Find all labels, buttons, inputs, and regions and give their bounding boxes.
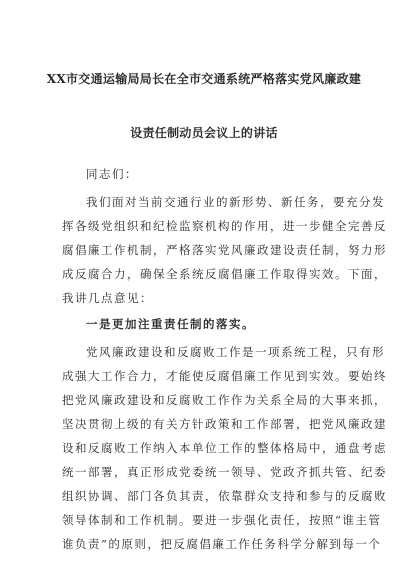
paragraph-2-line: 成强大工作合力，才能使反腐倡廉工作见到实效。要始终 [62,369,387,383]
paragraph-2-line: 设和反腐败工作纳入本单位工作的整体格局中，通盘考虑 [62,441,387,455]
paragraph-1-line: 腐倡廉工作机制，严格落实党风廉政建设责任制，努力形 [62,243,387,257]
paragraph-2-line: 党风廉政建设和反腐败工作是一项系统工程，只有形 [86,345,385,359]
paragraph-2-line: 领导体制和工作机制。要进一步强化责任，按照“谁主管 [62,513,382,527]
paragraph-2-line: 坚决贯彻上级的有关方针政策和工作部署，把党风廉政建 [62,417,387,431]
salutation: 同志们： [86,167,138,181]
paragraph-2-line: 统一部署，真正形成党委统一领导、党政齐抓共管、纪委 [62,465,387,479]
paragraph-1-line: 我讲几点意见： [62,291,153,305]
document-title-line-2: 设责任制动员会议上的讲话 [130,126,278,140]
paragraph-1-line: 挥各级党组织和纪检监察机构的作用，进一步健全完善反 [62,219,387,233]
paragraph-2-line: 把党风廉政建设和反腐败工作作为关系全局的大事来抓， [62,393,387,407]
paragraph-2-line: 谁负责”的原则，把反腐倡廉工作任务科学分解到每一个 [62,537,382,551]
document-title-line-1: XX市交通运输局局长在全市交通系统严格落实党风廉政建 [46,72,362,86]
section-heading-1: 一是更加注重责任制的落实。 [86,317,255,331]
paragraph-2-line: 组织协调、部门各负其责，依靠群众支持和参与的反腐败 [62,489,387,503]
paragraph-1-line: 成反腐合力，确保全系统反腐倡廉工作取得实效。下面， [62,267,387,281]
paragraph-1-line: 我们面对当前交通行业的新形势、新任务，要充分发 [86,195,385,209]
